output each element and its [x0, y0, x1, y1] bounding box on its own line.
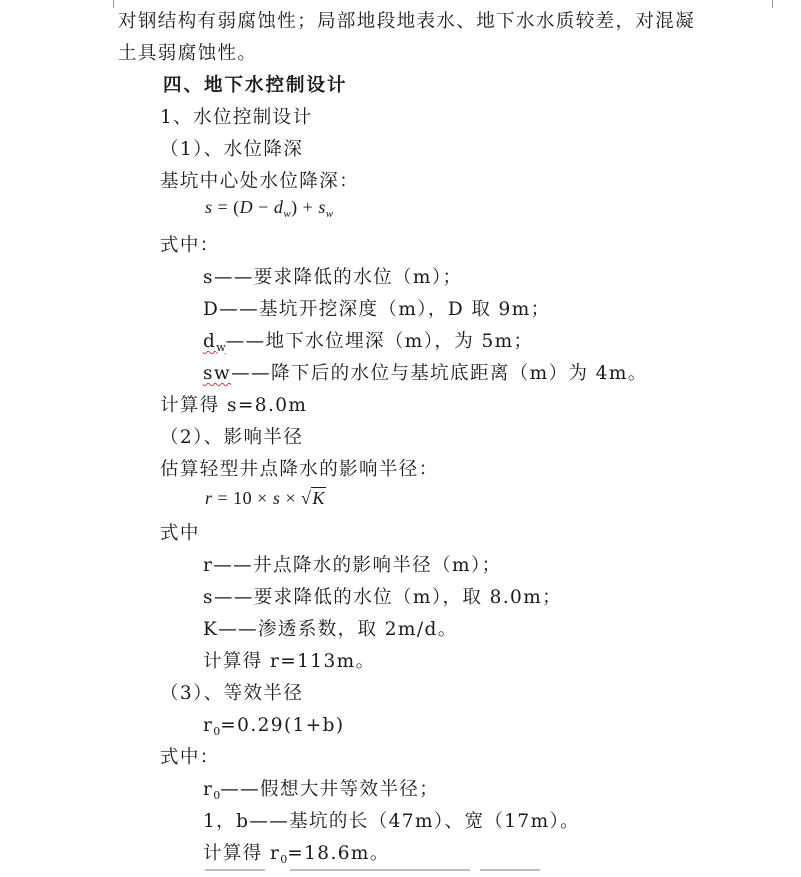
- page-corner-mark-left: [113, 0, 114, 8]
- definition-subscript: 0: [213, 789, 221, 802]
- item3-result: 计算得 $r_0=18.6m$。: [203, 843, 390, 866]
- formula-symbol: d: [273, 197, 284, 217]
- formula-operator: = 10 ×: [212, 488, 273, 508]
- definition-line: 1，b——基坑的长（47m）、宽（17m）。: [203, 811, 581, 832]
- section-heading: 四、地下水控制设计: [163, 75, 348, 96]
- definition-text: ——降下后的水位与基坑底距离（m）为 4m。: [231, 363, 648, 384]
- definition-line: s——要求降低的水位（m），取 8.0m；: [203, 587, 563, 608]
- formula-operator: ) +: [291, 197, 319, 217]
- definition-line: [203, 330, 533, 360]
- definition-line: D——基坑开挖深度（m），D 取 9m；: [203, 299, 551, 320]
- definition-symbol: r: [203, 779, 214, 800]
- item3-title: （3）、等效半径: [160, 683, 304, 704]
- formula-operator: ×: [280, 488, 301, 508]
- formula-subscript: w: [283, 208, 292, 220]
- item2-where: 式中: [160, 523, 200, 544]
- definition-symbol: $d_w$: [203, 331, 226, 354]
- definition-line: s——要求降低的水位（m）；: [203, 267, 463, 288]
- formula-symbol: s: [272, 488, 281, 508]
- item2-result: 计算得 r=113m。: [203, 651, 376, 672]
- item2-intro: 估算轻型井点降水的影响半径：: [160, 459, 439, 480]
- result-subscript: 0: [280, 853, 288, 866]
- definition-symbol: sw: [203, 363, 232, 384]
- drawdown-formula: [205, 195, 334, 226]
- item1-intro: 基坑中心处水位降深：: [160, 171, 360, 192]
- radical-sign: √: [301, 488, 312, 508]
- cropped-next-line: [0, 869, 801, 877]
- formula-subscript: w: [325, 208, 334, 220]
- formula-symbol: r: [205, 488, 213, 508]
- item1-where: 式中：: [160, 235, 220, 256]
- formula-text: =0.29(1+b): [220, 715, 345, 736]
- formula-symbol: D: [239, 197, 254, 217]
- definition-text: ——假想大井等效半径；: [220, 779, 440, 800]
- definition-line: r——井点降水的影响半径（m）；: [203, 555, 502, 576]
- formula-subscript: 0: [213, 725, 221, 738]
- item3-where: 式中：: [160, 747, 220, 768]
- paragraph-line-1: 对钢结构有弱腐蚀性；局部地段地表水、地下水水质较差，对混凝: [118, 11, 696, 32]
- formula-symbol: r: [203, 715, 214, 736]
- definition-text: ——地下水位埋深（m），为 5m；: [225, 331, 534, 352]
- formula-symbol: K: [312, 488, 325, 508]
- formula-symbol: s: [205, 197, 213, 217]
- definition-line: [203, 778, 439, 808]
- definition-line: [203, 362, 648, 386]
- paragraph-line-2: 土具弱腐蚀性。: [118, 43, 258, 64]
- item1-result: 计算得 s=8.0m: [160, 395, 308, 416]
- item2-title: （2）、影响半径: [160, 427, 304, 448]
- subsection-heading: 1、水位控制设计: [160, 107, 313, 128]
- equivalent-radius-formula: [203, 714, 345, 744]
- page-corner-mark-right: [772, 0, 773, 8]
- radius-formula: [205, 486, 326, 510]
- formula-operator: = (: [212, 197, 240, 217]
- definition-line: K——渗透系数，取 2m/d。: [203, 619, 458, 640]
- item1-title: （1）、水位降深: [160, 139, 304, 160]
- formula-operator: −: [253, 197, 274, 217]
- formula-symbol: s: [318, 197, 326, 217]
